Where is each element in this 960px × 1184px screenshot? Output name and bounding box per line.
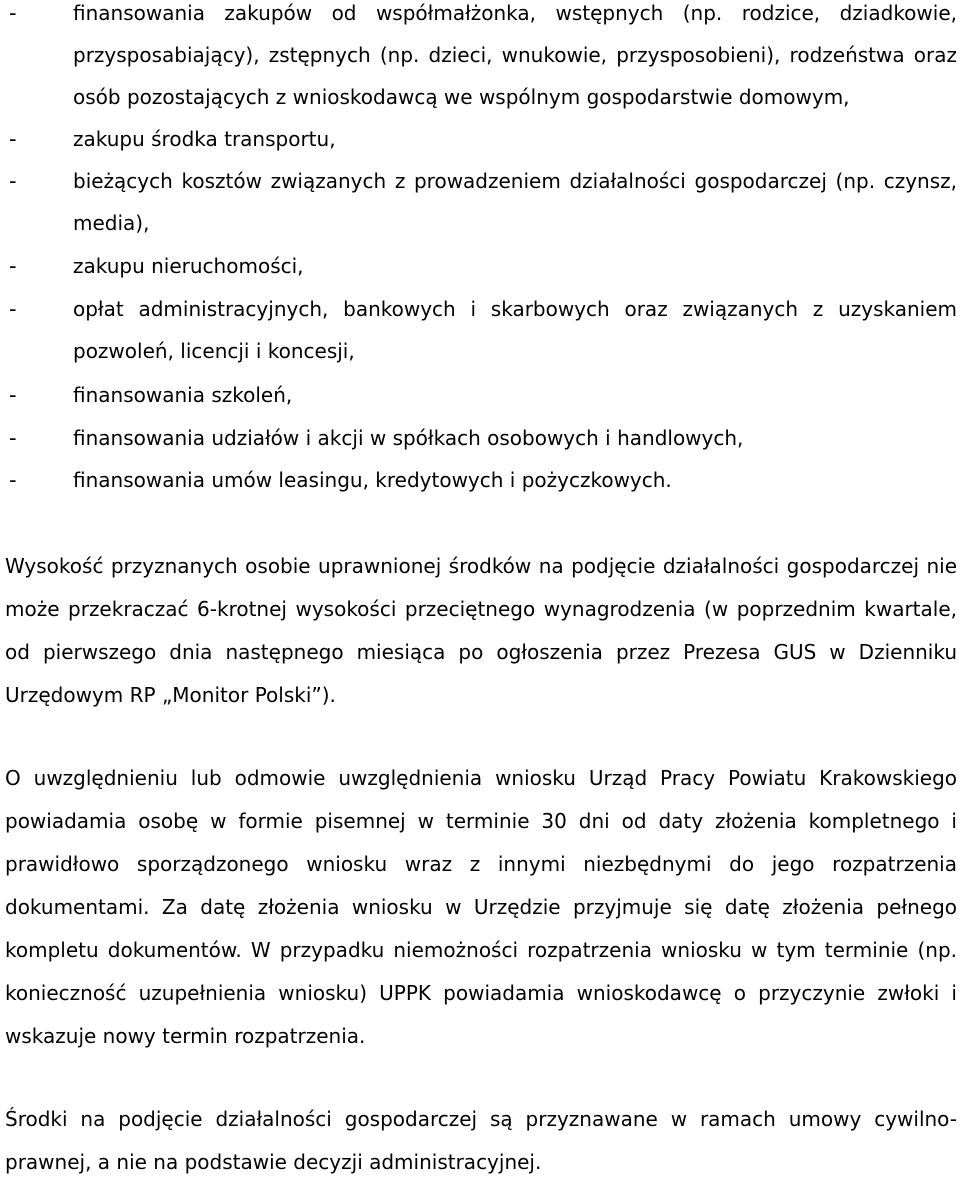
list-item-text: finansowania umów leasingu, kredytowych i pożyczkowych. [73, 468, 672, 492]
bullet-dash: - [9, 426, 17, 450]
bullet-dash: - [9, 127, 17, 151]
bullet-dash: - [9, 1, 17, 25]
list-item-text: finansowania udziałów i akcji w spółkach osobowych i handlowych, [73, 426, 744, 450]
list-item-text: finansowania zakupów od współmałżonka, wstępnych (np. rodzice, dziadkowie, przysposabiający), zstępnych (np. dzieci, wnukowie, przysposobieni), rodzeństwa oraz osób pozostających z wnioskodawcą we wspólnym gospodarstwie domowym, [73, 1, 957, 109]
list-item-text: zakupu nieruchomości, [73, 254, 304, 278]
list-item-text: bieżących kosztów związanych z prowadzeniem działalności gospodarczej (np. czynsz, media), [73, 169, 957, 235]
list-item-text: opłat administracyjnych, bankowych i skarbowych oraz związanych z uzyskaniem pozwoleń, licencji i koncesji, [73, 297, 957, 363]
funding-limit-paragraph: Wysokość przyznanych osobie uprawnionej środków na podjęcie działalności gospodarczej nie może przekraczać 6-krotnej wysokości przeciętnego wynagrodzenia (w poprzednim kwartale, od pierwszego dnia następnego miesiąca po ogłoszenia przez Prezesa GUS w Dzienniku Urzędowym RP „Monitor Polski”). [5, 554, 957, 707]
bullet-dash: - [9, 254, 17, 278]
decision-notice-paragraph: O uwzględnieniu lub odmowie uwzględnienia wniosku Urząd Pracy Powiatu Krakowskiego powiadamia osobę w formie pisemnej w terminie 30 dni od daty złożenia kompletnego i prawidłowo sporządzonego wniosku wraz z innymi niezbędnymi do jego rozpatrzenia dokumentami. Za datę złożenia wniosku w Urzędzie przyjmuje się datę złożenia pełnego kompletu dokumentów. W przypadku niemożności rozpatrzenia wniosku w tym terminie (np. konieczność uzupełnienia wniosku) UPPK powiadamia wnioskodawcę o przyczynie zwłoki i wskazuje nowy termin rozpatrzenia. [5, 766, 957, 1048]
bullet-dash: - [9, 468, 17, 492]
bullet-dash: - [9, 383, 17, 407]
contract-basis-paragraph: Środki na podjęcie działalności gospodarczej są przyznawane w ramach umowy cywilno-prawnej, a nie na podstawie decyzji administracyjnej. [5, 1107, 957, 1174]
list-item-text: finansowania szkoleń, [73, 383, 293, 407]
bullet-dash: - [9, 297, 17, 321]
list-item-text: zakupu środka transportu, [73, 127, 336, 151]
bullet-dash: - [9, 169, 17, 193]
